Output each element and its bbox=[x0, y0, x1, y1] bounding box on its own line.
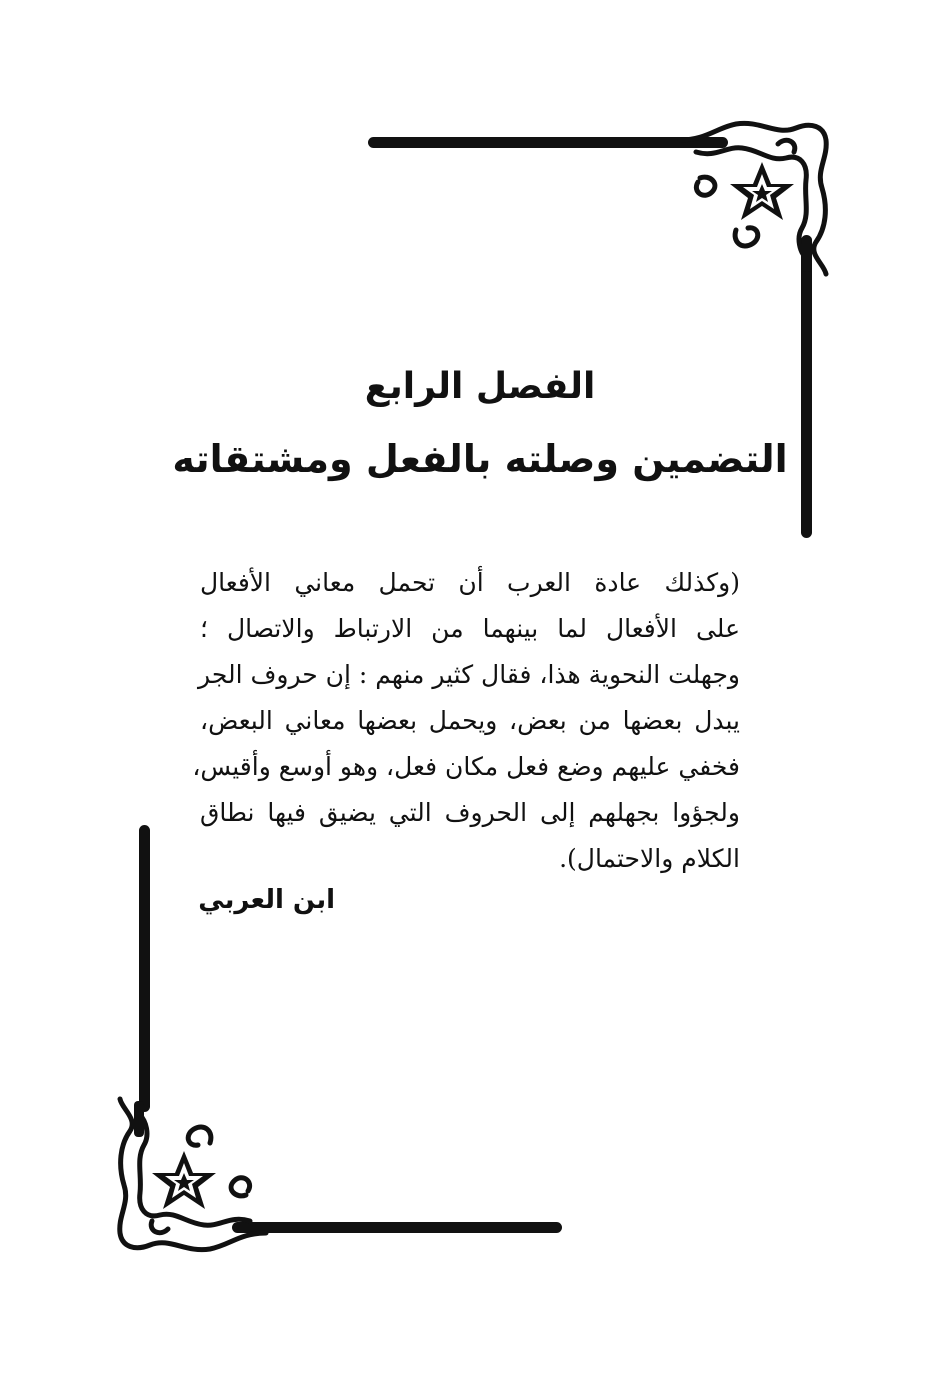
quote-line: فخفي عليهم وضع فعل مكان فعل، وهو أوسع وأقيس، bbox=[192, 752, 740, 781]
top-frame-bar bbox=[368, 137, 728, 148]
quote-line: يبدل بعضها من بعض، ويحمل بعضها معاني البعض، bbox=[200, 706, 740, 735]
bottom-frame-bar bbox=[232, 1222, 562, 1233]
quote-line: الكلام والاحتمال). bbox=[559, 844, 740, 873]
chapter-number-heading: الفصل الرابع bbox=[364, 366, 596, 407]
quote-line: ولجؤوا بجهلهم إلى الحروف التي يضيق فيها نطاق bbox=[200, 798, 740, 827]
quote-line: وجهلت النحوية هذا، فقال كثير منهم : إن حروف الجر bbox=[198, 660, 740, 689]
left-frame-bar bbox=[139, 825, 150, 1112]
chapter-title-heading: التضمين وصلته بالفعل ومشتقاته bbox=[172, 437, 788, 481]
quote-line: (وكذلك عادة العرب أن تحمل معاني الأفعال bbox=[200, 568, 740, 597]
star-corner-ornament-icon bbox=[110, 1095, 270, 1255]
epigraph-quote bbox=[192, 560, 740, 882]
quote-line: على الأفعال لما بينهما من الارتباط والاتصال ؛ bbox=[200, 614, 740, 643]
quote-author: ابن العربي bbox=[198, 885, 335, 915]
star-corner-ornament-icon bbox=[676, 118, 836, 278]
